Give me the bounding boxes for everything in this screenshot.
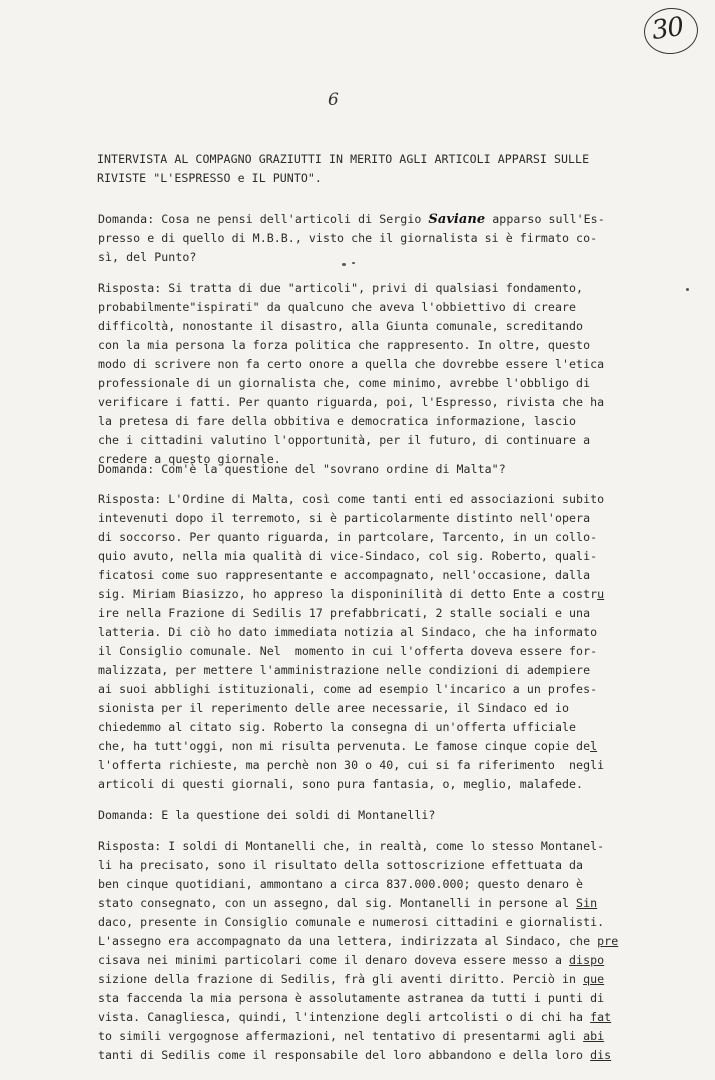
answer-3-line: vista. Canagliesca, quindi, l'intenzione degli artcolisti o di chi ha fat	[98, 1010, 612, 1024]
answer-1-line: difficoltà, nonostante il disastro, alla Giunta comunale, screditando	[98, 319, 584, 333]
answer-3-line: daco, presente in Consiglio comunale e numerosi cittadini e giornalisti.	[98, 915, 605, 929]
paper-speck	[352, 262, 355, 264]
answer-3-line: tanti di Sedilis come il responsabile del loro abbandono e della loro dis	[98, 1048, 612, 1062]
answer-1-line: credere a questo giornale.	[98, 452, 281, 466]
answer-3-line: sizione della frazione di Sedilis, frà gli aventi diritto. Perciò in que	[98, 972, 605, 986]
answer-3-line: L'assegno era accompagnato da una lettera, indirizzata al Sindaco, che pre	[98, 934, 619, 948]
page-stamp-number: 30	[650, 11, 686, 47]
handwritten-name: Saviane	[428, 212, 486, 227]
answer-2-line: malizzata, per mettere l'amministrazione nelle condizioni di adempiere	[98, 663, 591, 677]
answer-3-line: li ha precisato, sono il risultato della sottoscrizione effettuata da	[98, 858, 584, 872]
answer-3-line: stato consegnato, con un assegno, dal sig. Montanelli in persone al Sin	[98, 896, 598, 910]
answer-1-line: professionale di un giornalista che, come minimo, avrebbe l'obbligo di	[98, 376, 591, 390]
answer-1-line: verificare i fatti. Per quanto riguarda, poi, l'Espresso, rivista che ha	[98, 395, 605, 409]
question-3: Domanda: E la questione dei soldi di Montanelli?	[98, 808, 436, 822]
answer-2-line: ficatosi come suo rappresentante e accompagnato, nell'occasione, dalla	[98, 568, 591, 582]
answer-1-line: la pretesa di fare della obbitiva e democratica informazione, lascio	[98, 414, 577, 428]
answer-1-line: con la mia persona la forza politica che rappresento. In oltre, questo	[98, 338, 591, 352]
question-2-line: Domanda: Com'è la questione del "sovrano ordine di Malta"?	[98, 462, 506, 476]
answer-1-line: che i cittadini valutino l'opportunità, per il futuro, di continuare a	[98, 433, 591, 447]
title-line-1: INTERVISTA AL COMPAGNO GRAZIUTTI IN MERITO AGLI ARTICOLI APPARSI SULLE	[97, 152, 590, 166]
answer-2-line: Risposta: L'Ordine di Malta, così come tanti enti ed associazioni subito	[98, 492, 605, 506]
answer-2-line: latteria. Di ciò ho dato immediata notizia al Sindaco, che ha informato	[98, 625, 598, 639]
answer-1-line: modo di scrivere non fa certo onore a quella che dovrebbe essere l'etica	[98, 357, 605, 371]
answer-2-line: l'offerta richieste, ma perchè non 30 o 40, cui si fa riferimento negli	[98, 758, 605, 772]
paper-speck	[342, 263, 346, 266]
answer-3-line: Risposta: I soldi di Montanelli che, in realtà, come lo stesso Montanel-	[98, 839, 605, 853]
answer-3-line: to simili vergognose affermazioni, nel tentativo di presentarmi agli abi	[98, 1029, 605, 1043]
answer-3-line: sta faccenda la mia persona è assolutamente astranea da tutti i punti di	[98, 991, 605, 1005]
answer-2-line: quio avuto, nella mia qualità di vice-Sindaco, col sig. Roberto, quali-	[98, 549, 598, 563]
answer-3-line: ben cinque quotidiani, ammontano a circa 837.000.000; questo denaro è	[98, 877, 584, 891]
answer-3-line: cisava nei minimi particolari come il denaro doveva essere messo a dispo	[98, 953, 605, 967]
question-1-line-3: sì, del Punto?	[98, 250, 197, 264]
answer-2-line: sionista per il reperimento delle aree necessarie, il Sindaco ed io	[98, 701, 570, 715]
typed-page-number: 6	[328, 90, 339, 110]
answer-2-line: chiedemmo al citato sig. Roberto la consegna di un'offerta ufficiale	[98, 720, 577, 734]
paper-speck	[686, 288, 689, 291]
answer-2-line: di soccorso. Per quanto riguarda, in partcolare, Tarcento, in un collo-	[98, 530, 598, 544]
question-1-line-2: presso e di quello di M.B.B., visto che il giornalista si è firmato co-	[98, 231, 598, 245]
answer-2-line: ai suoi abblighi istituzionali, come ad esempio l'incarico a un profes-	[98, 682, 598, 696]
question-1-line-1: Domanda: Cosa ne pensi dell'articoli di Sergio Saviane apparso sull'Es-	[98, 212, 605, 227]
answer-2-line: ire nella Frazione di Sedilis 17 prefabbricati, 2 stalle sociali e una	[98, 606, 591, 620]
answer-1-line: Risposta: Si tratta di due "articoli", privi di qualsiasi fondamento,	[98, 281, 584, 295]
answer-2-line: intevenuti dopo il terremoto, si è particolarmente distinto nell'opera	[98, 511, 591, 525]
answer-2-line: articoli di questi giornali, sono pura fantasia, o, meglio, malafede.	[98, 777, 584, 791]
title-line-2: RIVISTE "L'ESPRESSO e IL PUNTO".	[97, 171, 322, 185]
answer-2-line: che, ha tutt'oggi, non mi risulta pervenuta. Le famose cinque copie del	[98, 739, 598, 753]
answer-2-line: sig. Miriam Biasizzo, ho appreso la disponinilità di detto Ente a costru	[98, 587, 605, 601]
answer-1-line: probabilmente"ispirati" da qualcuno che aveva l'obbiettivo di creare	[98, 300, 577, 314]
answer-2-line: il Consiglio comunale. Nel momento in cui l'offerta doveva essere for-	[98, 644, 598, 658]
